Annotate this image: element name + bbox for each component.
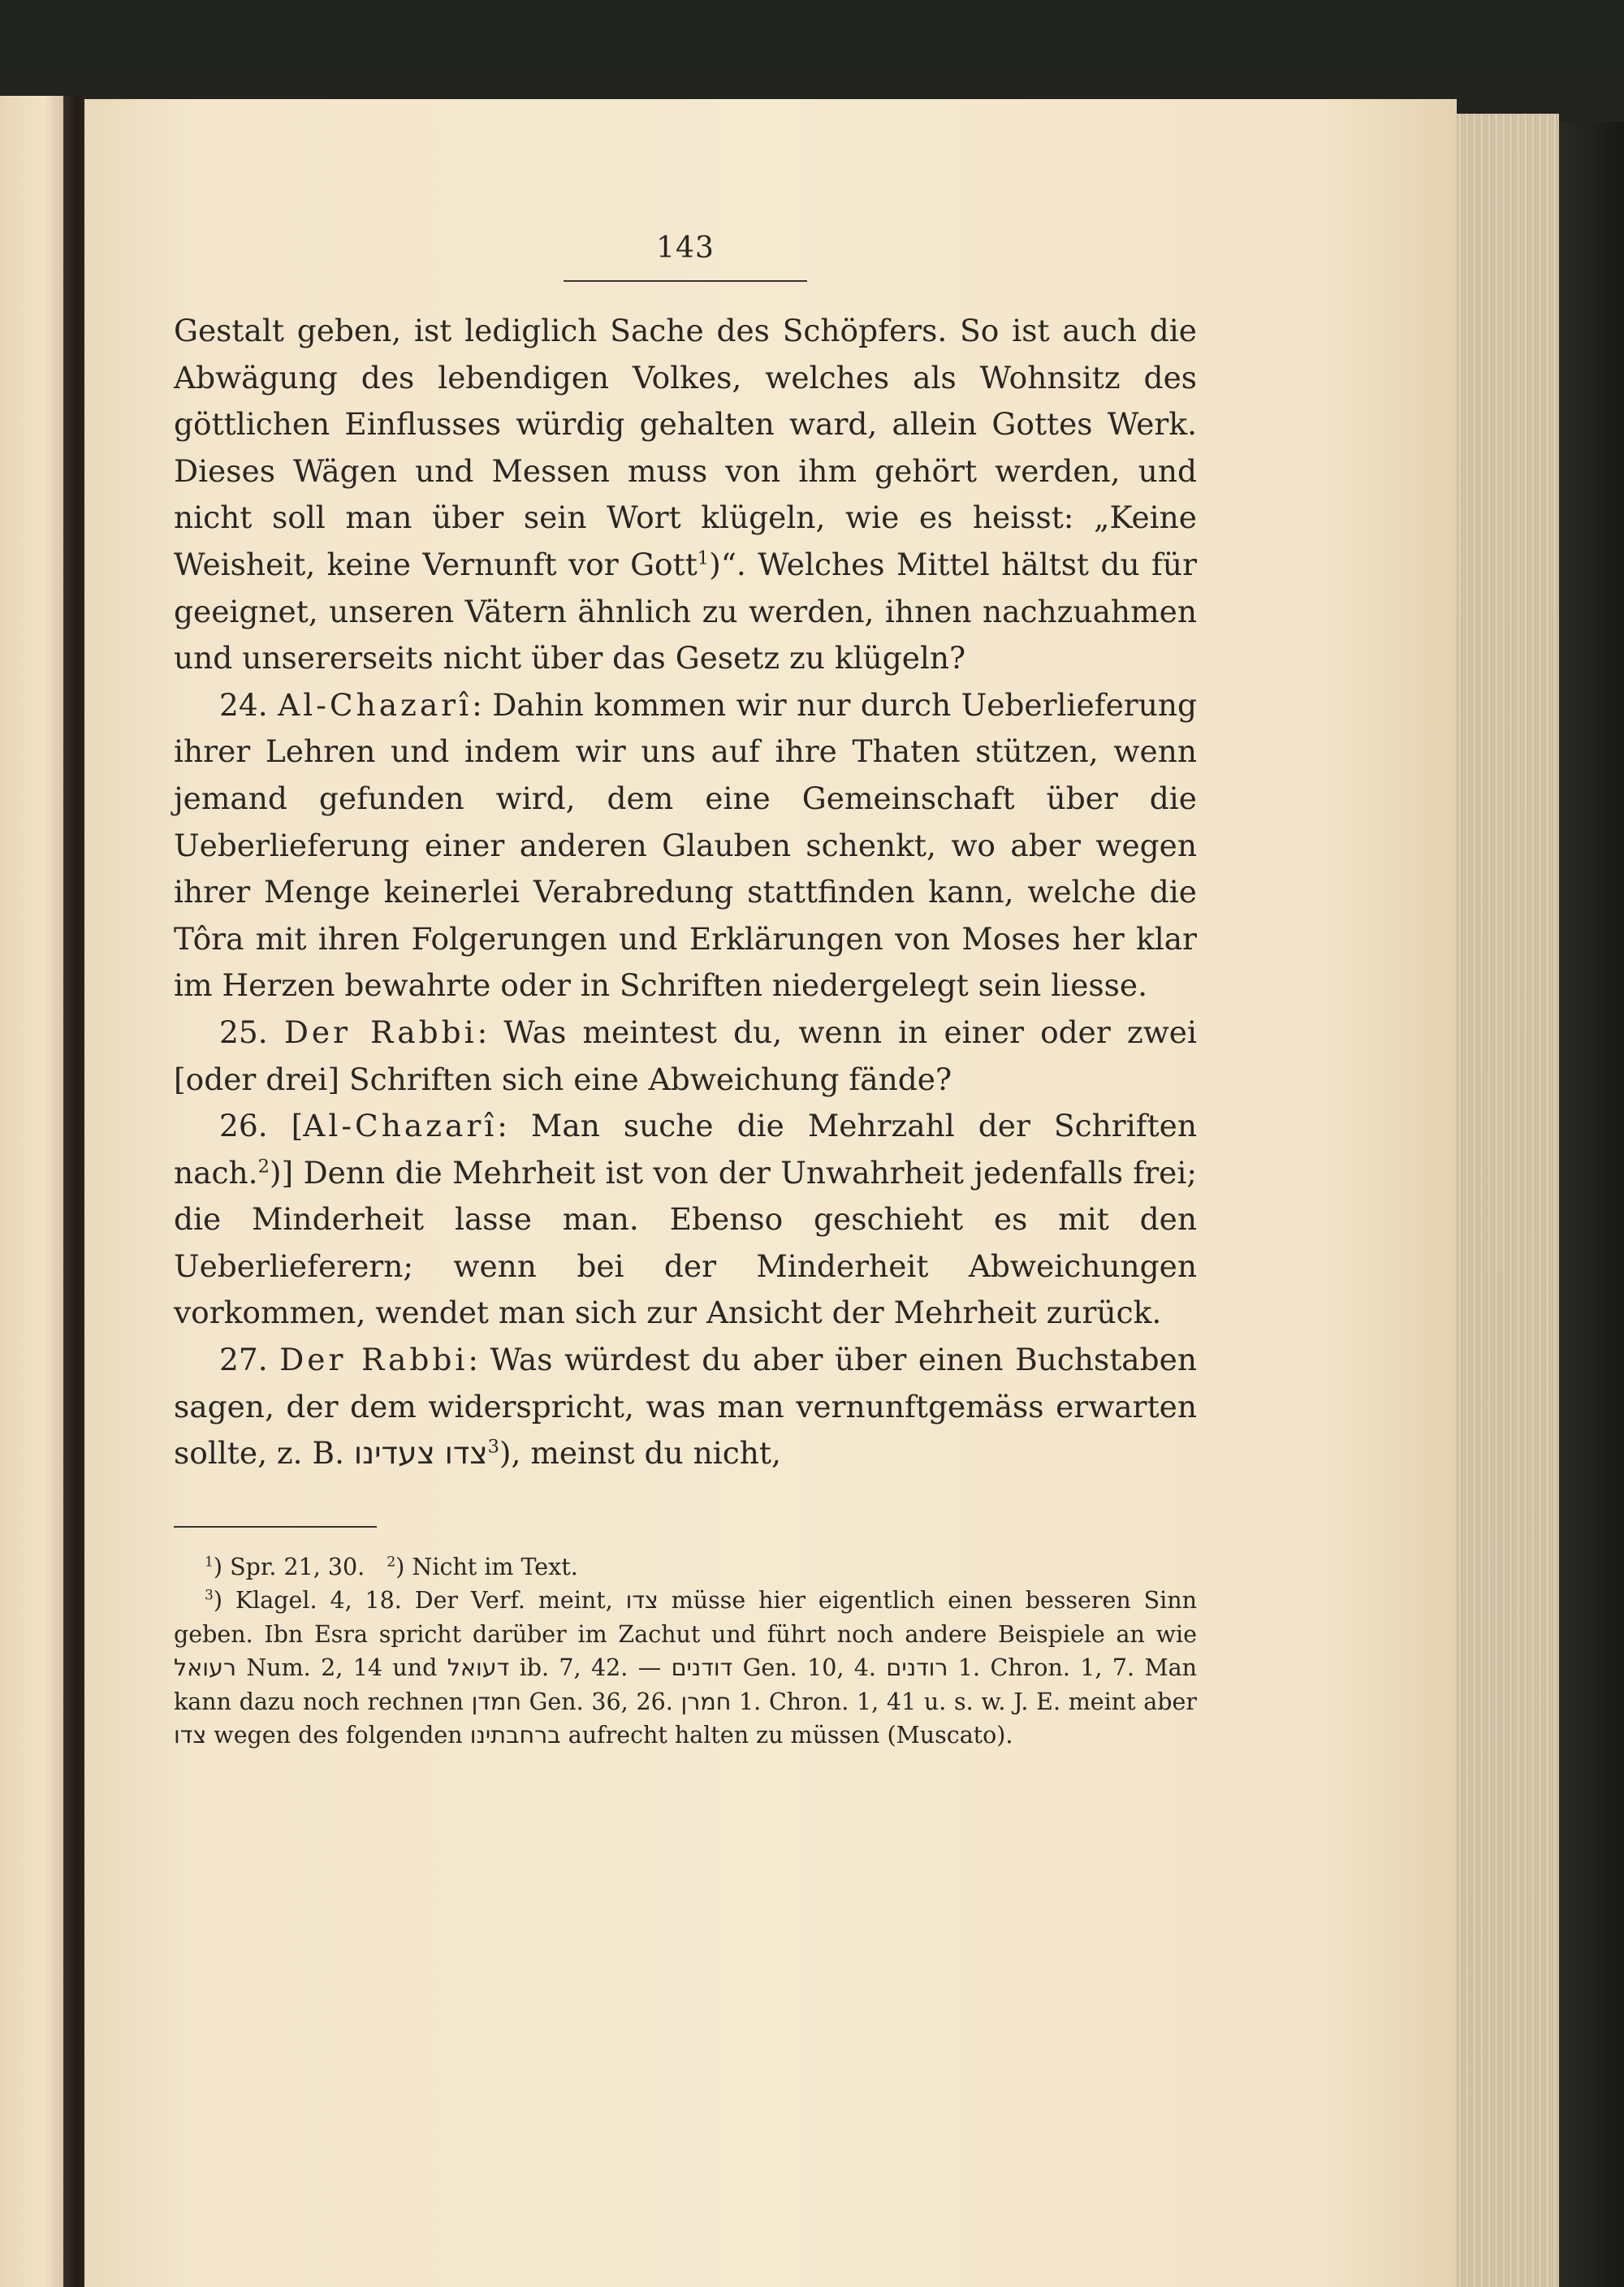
paragraph-25 bbox=[174, 1009, 1197, 1103]
footnote-text: ) Klagel. 4, 18. Der Verf. meint, bbox=[213, 1587, 626, 1615]
text-run: )“. Welches Mittel hältst du für geeignet, unseren Vätern ähnlich zu werden, ihnen nachzuahmen und unsererseits nicht über das Gesetz zu klügeln? bbox=[174, 546, 1197, 677]
text-run: : Was meintest du, wenn in einer oder zwei [oder drei] Schriften sich eine Abweichung fände? bbox=[174, 1014, 1197, 1097]
text-run: )] Denn die Mehrheit ist von der Unwahrheit jedenfalls frei; die Minderheit lasse man. Ebenso geschieht es mit den Ueberlieferern; wenn bei der Minderheit Abweichungen vorkommen, wendet man sich zur Ansicht der Mehrheit zurück. bbox=[174, 1154, 1197, 1331]
hebrew-word: דעואל bbox=[447, 1654, 510, 1682]
header-rule bbox=[564, 280, 807, 282]
paragraph-24 bbox=[174, 682, 1197, 1009]
hebrew-word: צדו צעדינו bbox=[353, 1435, 488, 1472]
page-number: 143 bbox=[656, 231, 715, 265]
footnote-mark: 2 bbox=[387, 1554, 396, 1571]
cover-shadow bbox=[1559, 122, 1624, 2287]
footnote-3 bbox=[174, 1584, 1197, 1753]
section-number: 27. bbox=[219, 1342, 280, 1378]
footnote-text: ) Nicht im Text. bbox=[395, 1553, 578, 1580]
page-content bbox=[174, 231, 1197, 1753]
footnote-text: aufrecht halten zu müssen (Muscato). bbox=[560, 1722, 1013, 1749]
speaker-name: Der Rabbi bbox=[283, 1014, 477, 1050]
page-header bbox=[174, 231, 1197, 279]
text-run: ), meinst du nicht, bbox=[499, 1435, 781, 1472]
footnote-text: 1. Chron. 1, 7. Man kann dazu noch rechnen bbox=[174, 1654, 1197, 1715]
paragraph-23 bbox=[174, 308, 1197, 682]
paragraph-26 bbox=[174, 1103, 1197, 1337]
text-run: : Man suche die Mehrzahl der Schriften nach. bbox=[174, 1108, 1197, 1191]
footnote-rule bbox=[174, 1526, 377, 1528]
footnote-text: müsse hier eigentlich einen besseren Sinn geben. Ibn Esra spricht darüber im Zachut und führt noch andere Beispiele an wie bbox=[174, 1587, 1197, 1648]
footnote-mark: 3 bbox=[205, 1587, 214, 1604]
footnote-1-2 bbox=[174, 1550, 1197, 1584]
speaker-name: Al-Chazarî bbox=[303, 1108, 498, 1144]
footnotes bbox=[174, 1550, 1197, 1753]
paragraph-27 bbox=[174, 1337, 1197, 1477]
page-stack-edge bbox=[1455, 114, 1559, 2287]
hebrew-word: רעואל bbox=[174, 1654, 236, 1682]
hebrew-word: דודנים bbox=[671, 1654, 733, 1682]
book-gutter bbox=[63, 96, 86, 2287]
text-run: : Dahin kommen wir nur durch Ueberlieferung ihrer Lehren und indem wir uns auf ihre Thaten stützen, wenn jemand gefunden wird, dem eine Gemeinschaft über die Ueberlieferung einer anderen Glauben schenkt, wo aber wegen ihrer Menge keinerlei Verabredung stattfinden kann, welche die Tôra mit ihren Folgerungen und Erklärungen von Moses her klar im Herzen bewahrte oder in Schriften niedergelegt sein liesse. bbox=[174, 686, 1197, 1004]
footnote-text: 1. Chron. 1, 41 u. s. w. J. E. meint aber bbox=[731, 1688, 1198, 1715]
text-run: Gestalt geben, ist lediglich Sache des Schöpfers. So ist auch die Abwägung des lebendigen Volkes, welches als Wohnsitz des göttlichen Einflusses würdig gehalten ward, allein Gottes Werk. Dieses Wägen und Messen muss von ihm gehört werden, und nicht soll man über sein Wort klügeln, wie es heisst: „Keine Weisheit, keine Vernunft vor Gott bbox=[174, 313, 1197, 582]
body-text bbox=[174, 308, 1197, 1477]
footnote-text: Gen. 10, 4. bbox=[732, 1654, 887, 1682]
hebrew-word: צדו bbox=[174, 1722, 207, 1749]
hebrew-word: רודנים bbox=[886, 1654, 948, 1682]
speaker-name: Al-Chazarî bbox=[278, 686, 473, 723]
section-number: 25. bbox=[219, 1014, 284, 1050]
hebrew-word: חמרן bbox=[680, 1688, 732, 1715]
left-page-edge bbox=[0, 96, 63, 2287]
footnote-ref-2: 2 bbox=[257, 1156, 270, 1178]
speaker-name: Der Rabbi bbox=[279, 1342, 469, 1378]
footnote-mark: 1 bbox=[205, 1554, 214, 1571]
footnote-text: Num. 2, 14 und bbox=[235, 1654, 447, 1682]
footnote-text: ib. 7, 42. — bbox=[509, 1654, 672, 1682]
section-number: 24. bbox=[219, 686, 279, 723]
text-run: : Was würdest du aber über einen Buchstaben sagen, der dem widerspricht, was man vernunftgemäss erwarten sollte, z. B. bbox=[174, 1342, 1197, 1472]
hebrew-word: צדו bbox=[625, 1587, 659, 1615]
hebrew-word: ברחבתינו bbox=[469, 1722, 561, 1749]
footnote-text: wegen des folgenden bbox=[206, 1722, 470, 1749]
footnote-ref-3: 3 bbox=[487, 1436, 499, 1458]
hebrew-word: חמדן bbox=[471, 1688, 521, 1715]
footnote-text: Gen. 36, 26. bbox=[520, 1688, 681, 1715]
footnote-ref-1: 1 bbox=[697, 547, 710, 569]
footnote-text: ) Spr. 21, 30. bbox=[213, 1553, 365, 1580]
section-number: 26. [ bbox=[219, 1108, 304, 1144]
